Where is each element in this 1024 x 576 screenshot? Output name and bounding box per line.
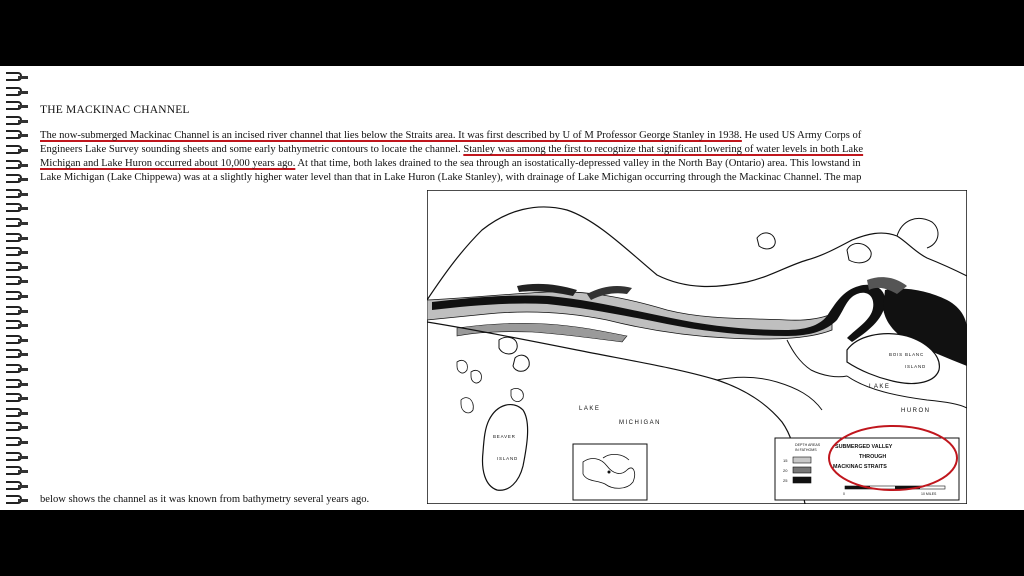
binding-ring — [6, 160, 28, 167]
document-page — [0, 66, 1024, 510]
label-bois-blanc-island: ISLAND — [905, 364, 927, 369]
binding-ring — [6, 466, 28, 473]
paragraph-line — [40, 171, 1010, 185]
binding-ring — [6, 291, 28, 298]
binding-ring — [6, 349, 28, 356]
callout-line-1: SUBMERGED VALLEY — [835, 444, 893, 450]
binding-ring — [6, 320, 28, 327]
red-underlined-text: The now-submerged Mackinac Channel is an incised river channel that lies below the Straits area. It was first described by U of M Professor George Stanley in 1938. — [40, 130, 742, 141]
label-bois-blanc: BOIS BLANC — [889, 352, 925, 357]
red-underlined-text: Stanley was among the first to recognize that significant lowering of water levels in both Lake — [463, 144, 864, 155]
binding-ring — [6, 452, 28, 459]
binding-ring — [6, 247, 28, 254]
binding-ring — [6, 130, 28, 137]
closing-sentence: below shows the channel as it was known from bathymetry several years ago. — [40, 494, 370, 505]
legend-depth-25: 25 — [783, 478, 788, 483]
label-beaver-island: ISLAND — [497, 456, 519, 461]
binding-ring — [6, 276, 28, 283]
binding-ring — [6, 262, 28, 269]
binding-ring — [6, 495, 28, 502]
callout-line-3: MACKINAC STRAITS — [833, 464, 887, 470]
paragraph-text: He used US Army Corps of — [741, 130, 862, 141]
binding-ring — [6, 393, 28, 400]
red-underlined-text: Michigan and Lake Huron occurred about 10,000 years ago. — [40, 158, 296, 169]
legend-depth-20: 20 — [783, 468, 788, 473]
binding-ring — [6, 189, 28, 196]
paragraph-line — [40, 157, 1010, 171]
paragraph-line — [40, 129, 1010, 143]
binding-ring — [6, 218, 28, 225]
document-title: THE MACKINAC CHANNEL — [40, 104, 190, 116]
scale-label-0: 0 — [843, 492, 845, 496]
binding-ring — [6, 72, 28, 79]
label-huron: HURON — [901, 408, 931, 414]
spiral-binding — [0, 66, 32, 510]
label-lake-huron-1: LAKE — [869, 384, 891, 390]
legend-title-1: DEPTH AREAS — [795, 443, 821, 447]
binding-ring — [6, 408, 28, 415]
depth-legend — [775, 438, 959, 500]
bathymetry-map — [427, 190, 967, 504]
binding-ring — [6, 481, 28, 488]
binding-ring — [6, 335, 28, 342]
binding-ring — [6, 174, 28, 181]
binding-ring — [6, 379, 28, 386]
binding-ring — [6, 101, 28, 108]
legend-title-2: IN FATHOMS — [795, 448, 817, 452]
paragraph-line — [40, 143, 1010, 157]
binding-ring — [6, 87, 28, 94]
binding-ring — [6, 422, 28, 429]
binding-ring — [6, 306, 28, 313]
label-michigan: MICHIGAN — [619, 420, 661, 426]
binding-ring — [6, 233, 28, 240]
scale-label-10-miles: 10 MILES — [921, 492, 937, 496]
paragraph-text: At that time, both lakes drained to the sea through an isostatically-depressed valley in the North Bay (Ontario) area. This lowstand in — [295, 158, 861, 169]
label-lake: LAKE — [579, 406, 601, 412]
binding-ring — [6, 145, 28, 152]
label-beaver: BEAVER — [493, 434, 516, 439]
binding-ring — [6, 116, 28, 123]
body-paragraph — [40, 129, 1010, 185]
binding-ring — [6, 364, 28, 371]
binding-ring — [6, 203, 28, 210]
legend-depth-15: 15 — [783, 458, 788, 463]
binding-ring — [6, 437, 28, 444]
paragraph-text: Lake Michigan (Lake Chippewa) was at a slightly higher water level than that in Lake Huron (Lake Stanley), with drainage of Lake Michigan occurring through the Mackinac Channel. The map — [40, 172, 862, 183]
paragraph-text: Engineers Lake Survey sounding sheets and some early bathymetric contours to locate the channel. — [40, 144, 464, 155]
callout-line-2: THROUGH — [859, 454, 887, 460]
